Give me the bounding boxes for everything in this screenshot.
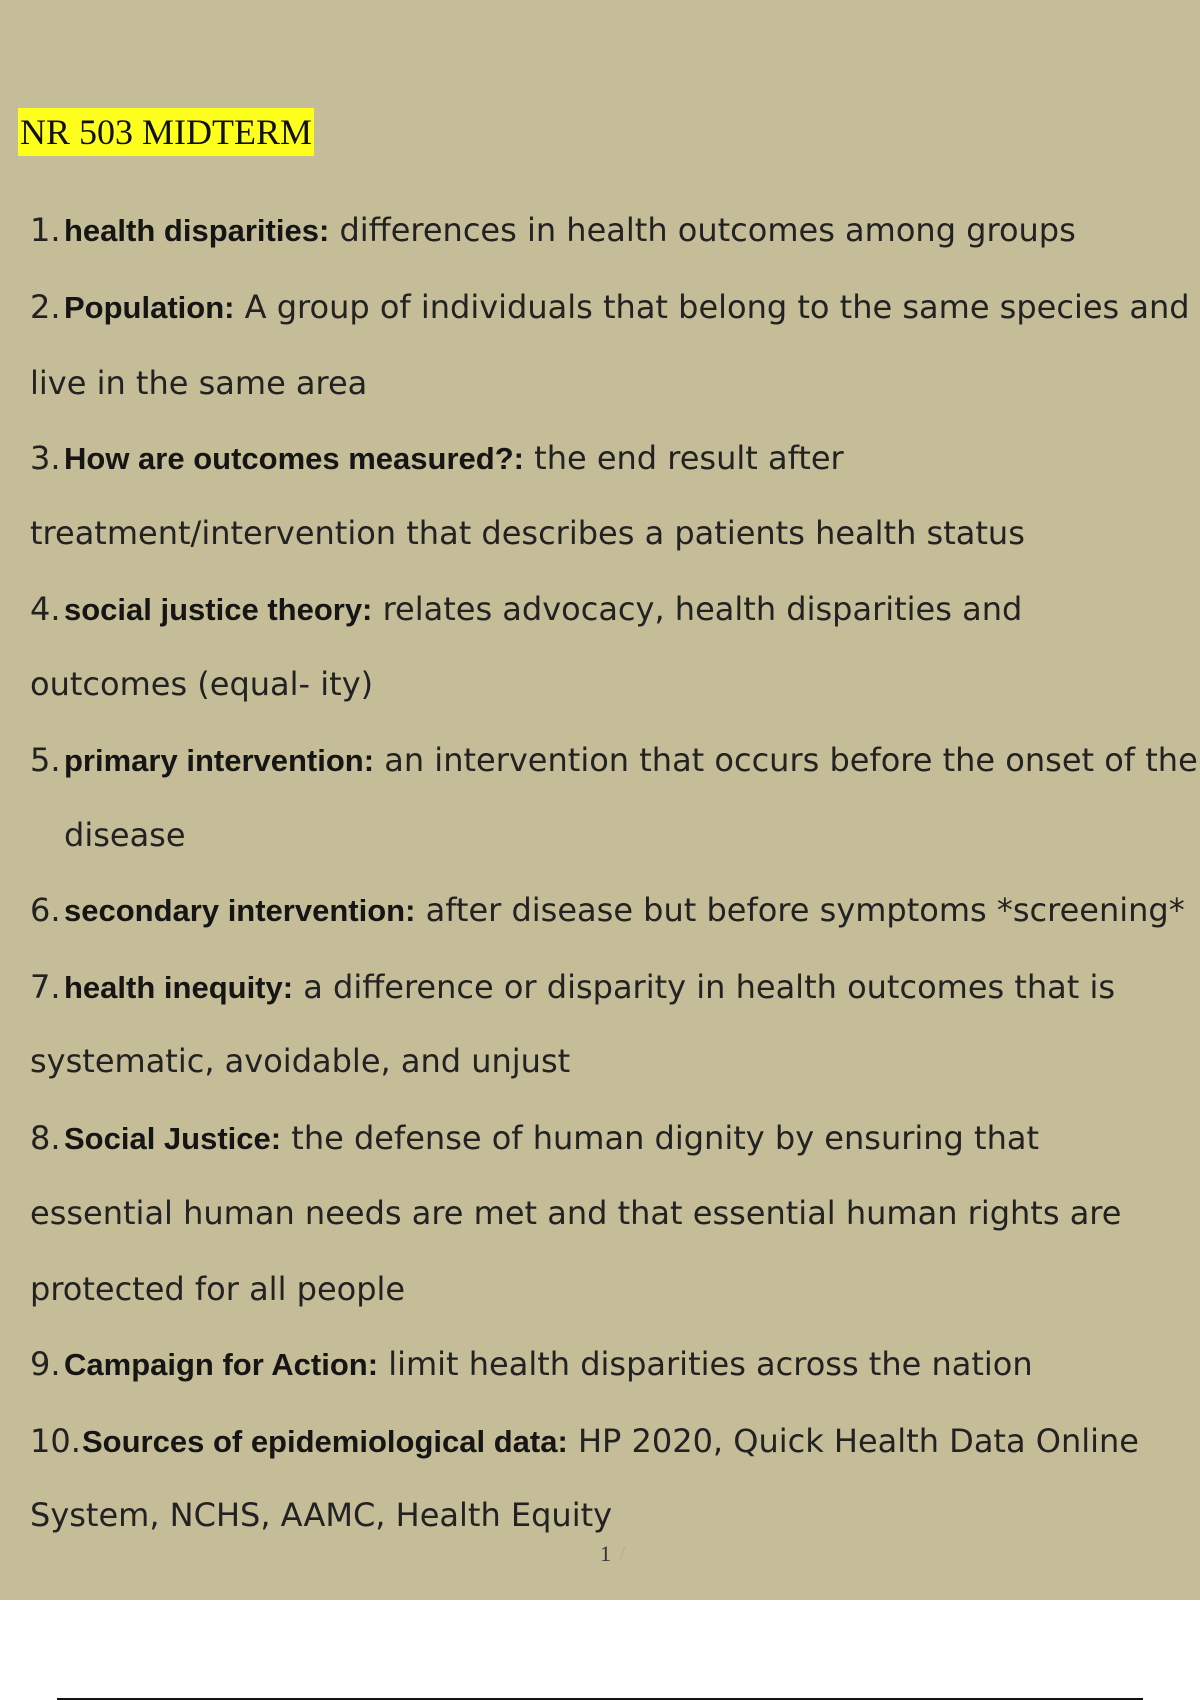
item-term: How are outcomes measured?:: [64, 441, 524, 476]
document-title: NR 503 MIDTERM: [18, 108, 314, 156]
item-continuation: disease: [64, 816, 186, 854]
item-definition: the end result after: [523, 439, 844, 477]
item-number: 2.: [30, 288, 61, 326]
item-continuation: protected for all people: [30, 1270, 406, 1308]
item-definition: differences in health outcomes among groups: [329, 211, 1076, 249]
item-definition: A group of individuals that belong to the same species and: [234, 288, 1190, 326]
list-item-6: [30, 890, 1185, 931]
page-number-separator: /: [620, 1543, 626, 1563]
item-number: 9.: [30, 1345, 61, 1383]
list-item-3: [30, 438, 844, 479]
item-term: health disparities:: [64, 213, 330, 248]
item-term: Sources of epidemiological data:: [82, 1424, 568, 1459]
item-number: 4.: [30, 590, 61, 628]
item-continuation: treatment/intervention that describes a patients health status: [30, 514, 1025, 552]
item-continuation: System, NCHS, AAMC, Health Equity: [30, 1496, 613, 1534]
item-number: 1.: [30, 211, 61, 249]
list-item-8: [30, 1118, 1039, 1159]
list-item-9: [30, 1344, 1033, 1385]
item-definition: limit health disparities across the nation: [378, 1345, 1033, 1383]
item-term: social justice theory:: [64, 592, 373, 627]
item-term: Campaign for Action:: [64, 1347, 379, 1382]
page-number: 1: [600, 1541, 611, 1566]
item-definition: HP 2020, Quick Health Data Online: [567, 1422, 1139, 1460]
list-item-1: [30, 210, 1076, 251]
item-definition: an intervention that occurs before the onset of the: [374, 741, 1198, 779]
item-term: Social Justice:: [64, 1121, 282, 1156]
item-term: Population:: [64, 290, 235, 325]
item-definition: relates advocacy, health disparities and: [372, 590, 1023, 628]
list-item-4: [30, 589, 1022, 630]
item-term: primary intervention:: [64, 743, 375, 778]
item-number: 5.: [30, 741, 61, 779]
item-continuation: essential human needs are met and that essential human rights are: [30, 1194, 1122, 1232]
item-term: secondary intervention:: [64, 893, 416, 928]
item-definition: the defense of human dignity by ensuring that: [281, 1119, 1040, 1157]
item-number: 3.: [30, 439, 61, 477]
item-number: 8.: [30, 1119, 61, 1157]
item-number: 6.: [30, 891, 61, 929]
item-continuation: outcomes (equal- ity): [30, 665, 374, 703]
list-item-7: [30, 967, 1115, 1008]
item-number: 10.: [30, 1422, 81, 1460]
list-item-5: [30, 740, 1198, 781]
item-number: 7.: [30, 968, 61, 1006]
item-definition: a difference or disparity in health outcomes that is: [293, 968, 1116, 1006]
list-item-10: [30, 1421, 1139, 1462]
item-continuation: systematic, avoidable, and unjust: [30, 1042, 571, 1080]
item-definition: after disease but before symptoms *screening*: [415, 891, 1185, 929]
list-item-2: [30, 287, 1190, 328]
item-term: health inequity:: [64, 970, 294, 1005]
item-continuation: live in the same area: [30, 364, 368, 402]
